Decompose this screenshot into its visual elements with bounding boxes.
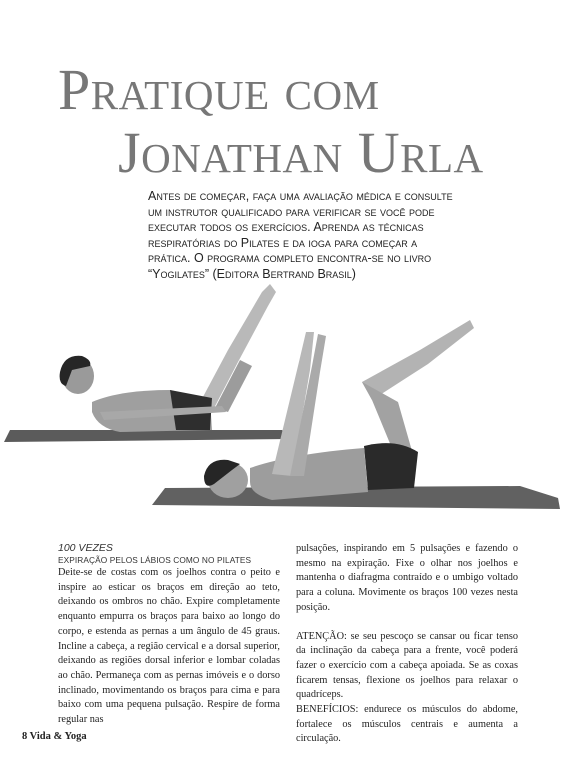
text-column-left	[58, 542, 280, 728]
attention-paragraph	[296, 630, 518, 748]
attention-text: se seu pescoço se cansar ou ficar tenso da inclinação da cabeça para a frente, você poderá fazer o exercício com a cabeça apoiada. Se as coxas ficarem tensas, flexione os joelhos para relaxar o quadríceps.	[296, 630, 518, 701]
benefits-label: BENEFÍCIOS:	[296, 704, 359, 716]
page-footer: 8 Vida & Yoga	[22, 731, 87, 742]
text-column-right	[296, 542, 518, 747]
page-title-line-1: Pratique com	[58, 57, 380, 122]
benefits-text: endurece os músculos do abdome, fortalece os músculos centrais e aumenta a circulação.	[296, 704, 518, 745]
figure-front-torso	[250, 448, 368, 500]
page-title-line-2: Jonathan Urla	[118, 120, 484, 185]
figure-front-legs	[362, 320, 474, 400]
exercise-body-left: Deite-se de costas com os joelhos contra o peito e inspire ao esticar os braços em direção ao teto, deixando os ombros no chão. Expire completamente enquanto empurra os braços para baixo ao longo do corpo, e estenda as pernas a um ângulo de 45 graus. Incline a cabeça, a região cervical e a dorsal superior, deixando as regiões dorsal inferior e lombar coladas ao chão. Permaneça com as pernas imóveis e o dorso inclinado, movimentando os braços para cima e para baixo com uma pequena pulsação. Respire de forma regular nas	[58, 567, 280, 726]
exercise-body-right: pulsações, inspirando em 5 pulsações e fazendo o mesmo na expiração. Fixe o olhar nos joelhos e mantenha o diafragma contraído e o umbigo voltado para a coluna. Movimente os braços 100 vezes nesta posição.	[296, 543, 518, 613]
exercise-title: 100 VEZES	[58, 542, 113, 554]
exercise-subtitle: EXPIRAÇÃO PELOS LÁBIOS COMO NO PILATES	[58, 555, 252, 565]
mat-back	[4, 430, 290, 442]
attention-label: ATENÇÃO:	[296, 630, 347, 642]
exercise-photo	[0, 262, 576, 517]
intro-paragraph: Antes de começar, faça uma avaliação médica e consulte um instrutor qualificado para verificar se você pode executar todos os exercícios. Aprenda as técnicas respiratórias do Pilates e da ioga para começar a prática. O programa completo encontra-se no livro “Yogilates” (Editora Bertrand Brasil)	[148, 189, 453, 281]
